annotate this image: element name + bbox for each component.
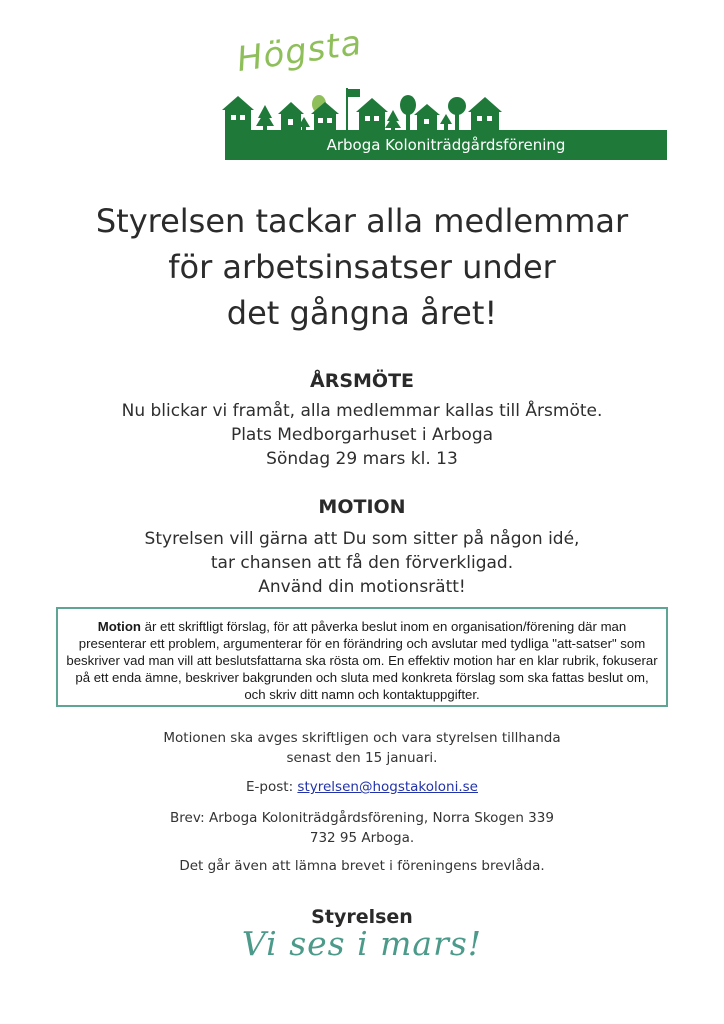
logo-wordmark: Högsta <box>234 22 365 80</box>
flag-icon <box>346 88 360 130</box>
logo-banner <box>225 130 667 160</box>
house-icon <box>222 96 254 130</box>
address-line: 732 95 Arboga. <box>309 830 415 846</box>
motion-term: Motion <box>97 619 141 634</box>
house-icon <box>414 104 440 130</box>
arsmote-line: Söndag 29 mars kl. 13 <box>266 449 458 469</box>
headline-line: det gångna året! <box>226 294 498 332</box>
submission-line: Motionen ska avges skriftligen och vara styrelsen tillhanda <box>163 730 561 746</box>
round-tree-icon <box>448 97 466 130</box>
pine-tree-icon <box>440 114 452 130</box>
headline <box>0 198 724 336</box>
headline-line: Styrelsen tackar alla medlemmar <box>95 202 629 240</box>
arsmote-heading: ÅRSMÖTE <box>309 370 415 392</box>
postal-address <box>0 808 724 848</box>
arsmote-details <box>0 399 724 471</box>
round-tree-icon <box>400 95 416 130</box>
pine-tree-icon <box>385 110 401 130</box>
address-line: Brev: Arboga Koloniträdgårdsförening, Norra Skogen 339 <box>170 810 554 826</box>
motion-definition-box <box>56 607 668 707</box>
association-name: Arboga Koloniträdgårdsförening <box>326 136 566 154</box>
signature: Styrelsen <box>311 906 413 928</box>
submission-line: senast den 15 januari. <box>286 750 438 766</box>
email-line <box>0 777 724 797</box>
motion-line: tar chansen att få den förverkligad. <box>210 553 514 573</box>
house-icon <box>468 97 502 130</box>
closing-tagline: Vi ses i mars! <box>241 924 483 963</box>
motion-line: Använd din motionsrätt! <box>258 577 466 597</box>
email-link[interactable]: styrelsen@hogstakoloni.se <box>297 779 478 795</box>
mailbox-note: Det går även att lämna brevet i föreningens brevlåda. <box>179 858 545 874</box>
motion-details <box>0 527 724 599</box>
house-icon <box>356 98 388 130</box>
motion-definition-text: är ett skriftligt förslag, för att påverka beslut inom en organisation/förening där man presenterar ett problem, argumenterar för en förändring och avslutar med tydliga "att-satser" som beskriver vad man vill att beslutsfattarna ska rösta om. En effektiv motion har en klar rubrik, fokuserar på ett enda ämne, beskriver bakgrunden och sluta med konkreta förslag som ska fattas beslut om, och skriv ditt namn och kontaktuppgifter. <box>66 619 658 702</box>
submission-deadline <box>0 728 724 768</box>
arsmote-line: Plats Medborgarhuset i Arboga <box>230 425 494 445</box>
arsmote-line: Nu blickar vi framåt, alla medlemmar kallas till Årsmöte. <box>121 401 603 421</box>
email-label: E-post: <box>246 779 298 795</box>
motion-heading: MOTION <box>318 496 406 518</box>
headline-line: för arbetsinsatser under <box>168 248 556 286</box>
pine-tree-icon <box>256 105 274 130</box>
motion-line: Styrelsen vill gärna att Du som sitter på någon idé, <box>144 529 580 549</box>
association-logo <box>0 0 724 170</box>
